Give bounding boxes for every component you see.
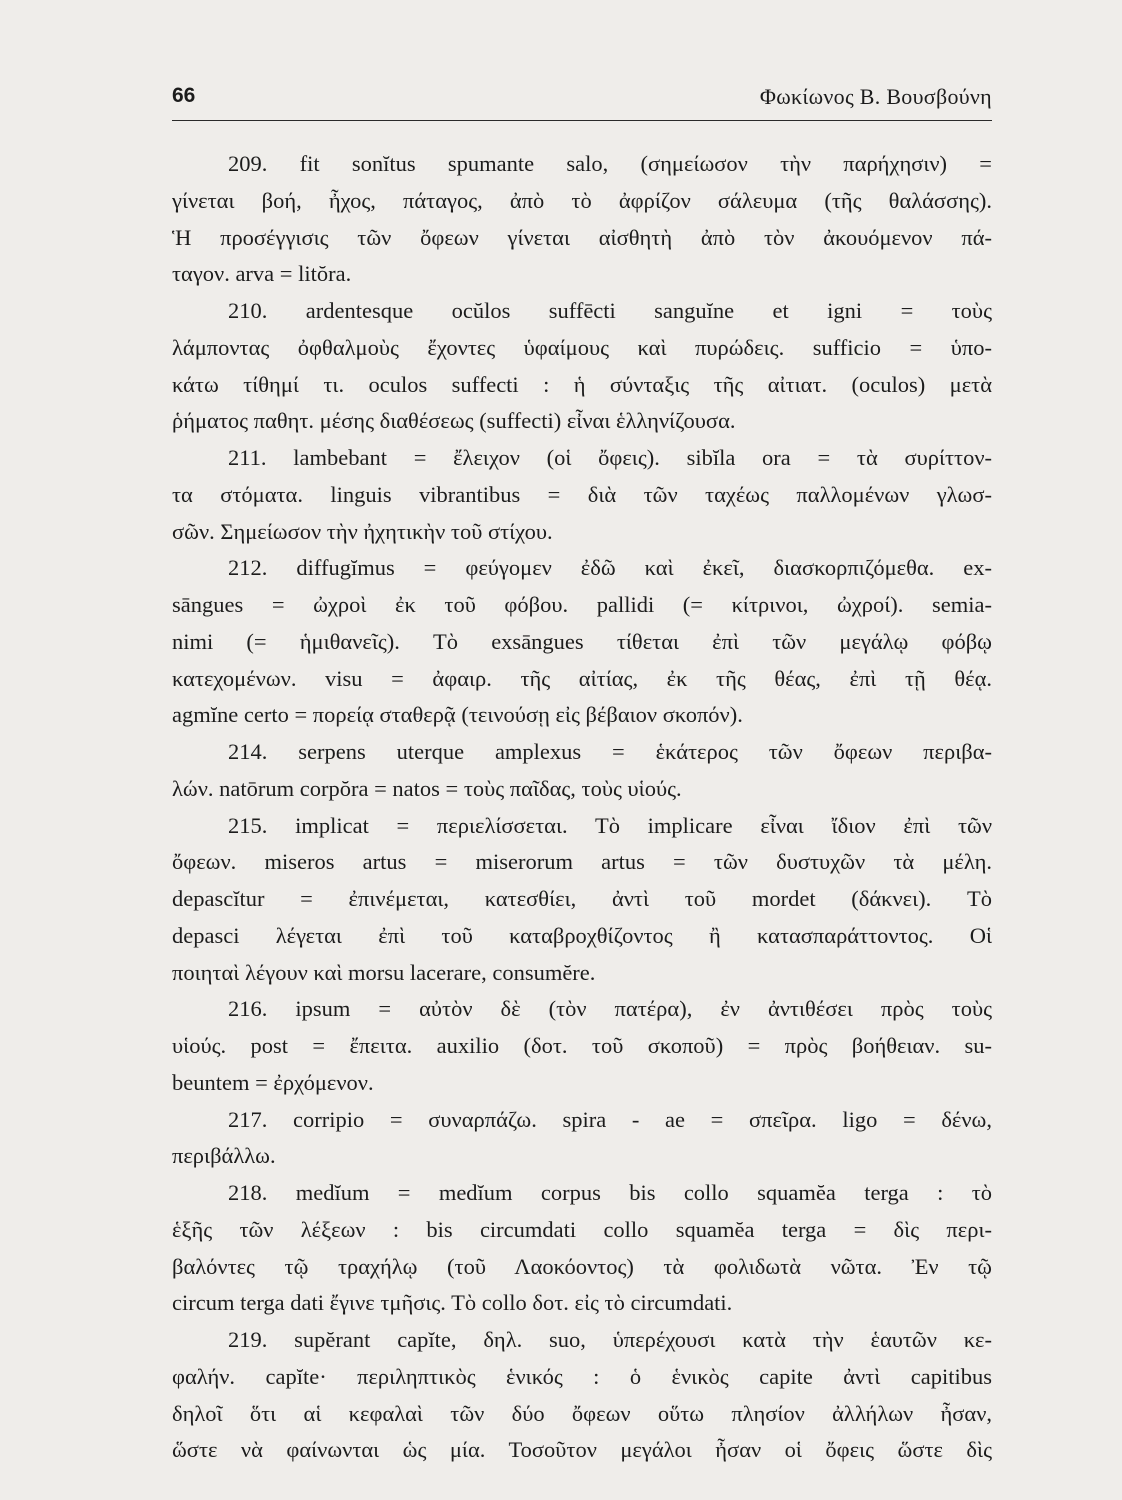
text-line: circum terga dati ἔγινε τμῆσις. Τὸ collo δοτ. εἰς τὸ circumdati.: [172, 1290, 733, 1316]
text-line: ἑξῆς τῶν λέξεων : bis circumdati collo squamĕa terga = δὶς περι-: [172, 1216, 992, 1242]
text-line: beuntem = ἐρχόμενον.: [172, 1069, 374, 1095]
text-line: 210. ardentesque ocŭlos suffēcti sanguĭne et igni = τοὺς: [228, 298, 992, 323]
page-header: [172, 80, 992, 121]
text-line: λών. natōrum corpŏra = natos = τοὺς παῖδας, τοὺς υἱούς.: [172, 775, 682, 801]
text-line: Ἡ προσέγγισις τῶν ὄφεων γίνεται αἰσθητὴ ἀπὸ τὸν ἀκουόμενον πά-: [172, 224, 992, 250]
text-line: 209. fit sonĭtus spumante salo, (σημείωσον τὴν παρήχησιν) =: [228, 151, 992, 176]
text-line: κάτω τίθημί τι. oculos suffecti : ἡ σύνταξις τῆς αἰτιατ. (oculos) μετὰ: [172, 371, 992, 397]
text-line: κατεχομένων. visu = ἀφαιρ. τῆς αἰτίας, ἐκ τῆς θέας, ἐπὶ τῇ θέᾳ.: [172, 665, 992, 691]
text-line: φαλήν. capĭte· περιληπτικὸς ἑνικός : ὁ ἑνικὸς capite ἀντὶ capitibus: [172, 1363, 992, 1389]
text-line: agmĭne certo = πορείᾳ σταθερᾷ (τεινούσῃ εἰς βέβαιον σκοπόν).: [172, 702, 743, 728]
text-line: ταγον. arva = litŏra.: [172, 261, 352, 287]
text-line: 216. ipsum = αὐτὸν δὲ (τὸν πατέρα), ἐν ἀντιθέσει πρὸς τοὺς: [228, 996, 992, 1022]
text-line: βαλόντες τῷ τραχήλῳ (τοῦ Λαοκόοντος) τὰ φολιδωτὰ νῶτα. Ἐν τῷ: [172, 1253, 992, 1279]
text-line: 218. medĭum = medĭum corpus bis collo squamĕa terga : τὸ: [228, 1180, 992, 1205]
text-line: υἱούς. post = ἔπειτα. auxilio (δοτ. τοῦ σκοποῦ) = πρὸς βοήθειαν. su-: [172, 1033, 992, 1058]
text-line: ὥστε νὰ φαίνωνται ὡς μία. Τοσοῦτον μεγάλοι ἦσαν οἱ ὄφεις ὥστε δὶς: [172, 1437, 992, 1463]
text-line: ὄφεων. miseros artus = miserorum artus = τῶν δυστυχῶν τὰ μέλη.: [172, 849, 992, 875]
text-line: depascĭtur = ἐπινέμεται, κατεσθίει, ἀντὶ τοῦ mordet (δάκνει). Τὸ: [172, 886, 992, 911]
text-line: σῶν. Σημείωσον τὴν ἠχητικὴν τοῦ στίχου.: [172, 518, 553, 544]
text-line: τα στόματα. linguis vibrantibus = διὰ τῶν ταχέως παλλομένων γλωσ-: [172, 481, 992, 507]
text-line: depasci λέγεται ἐπὶ τοῦ καταβροχθίζοντος ἢ κατασπαράττοντος. Οἱ: [172, 922, 992, 948]
page-number: 66: [172, 84, 196, 107]
text-line: λάμποντας ὀφθαλμοὺς ἔχοντες ὑφαίμους καὶ πυρώδεις. sufficio = ὑπο-: [172, 334, 992, 360]
text-line: ποιηταὶ λέγουν καὶ morsu lacerare, consumĕre.: [172, 959, 596, 985]
running-title: Φωκίωνος Β. Βουσβούνη: [759, 84, 992, 109]
commentary-text: [172, 146, 992, 1469]
text-line: γίνεται βοή, ἦχος, πάταγος, ἀπὸ τὸ ἀφρίζον σάλευμα (τῆς θαλάσσης).: [172, 187, 992, 213]
text-line: 219. supĕrant capĭte, δηλ. suo, ὑπερέχουσι κατὰ τὴν ἑαυτῶν κε-: [228, 1327, 992, 1352]
text-line: sāngues = ὠχροὶ ἐκ τοῦ φόβου. pallidi (= κίτρινοι, ὠχροί). semia-: [172, 592, 992, 617]
text-line: nimi (= ἡμιθανεῖς). Τὸ exsāngues τίθεται ἐπὶ τῶν μεγάλῳ φόβῳ: [172, 628, 992, 654]
text-line: δηλοῖ ὅτι αἱ κεφαλαὶ τῶν δύο ὄφεων οὕτω πλησίον ἀλλήλων ἦσαν,: [172, 1400, 992, 1426]
text-line: ῥήματος παθητ. μέσης διαθέσεως (suffecti) εἶναι ἑλληνίζουσα.: [172, 408, 736, 434]
text-line: 212. diffugĭmus = φεύγομεν ἐδῶ καὶ ἐκεῖ, διασκορπιζόμεθα. ex-: [228, 555, 992, 581]
text-line: 215. implicat = περιελίσσεται. Τὸ implicare εἶναι ἴδιον ἐπὶ τῶν: [228, 812, 992, 838]
text-line: περιβάλλω.: [172, 1143, 276, 1169]
text-line: 211. lambebant = ἔλειχον (οἱ ὄφεις). sibĭla ora = τὰ συρίττον-: [228, 445, 992, 470]
text-line: 214. serpens uterque amplexus = ἑκάτερος τῶν ὄφεων περιβα-: [228, 739, 992, 764]
text-line: 217. corripio = συναρπάζω. spira - ae = σπεῖρα. ligo = δένω,: [228, 1106, 992, 1132]
